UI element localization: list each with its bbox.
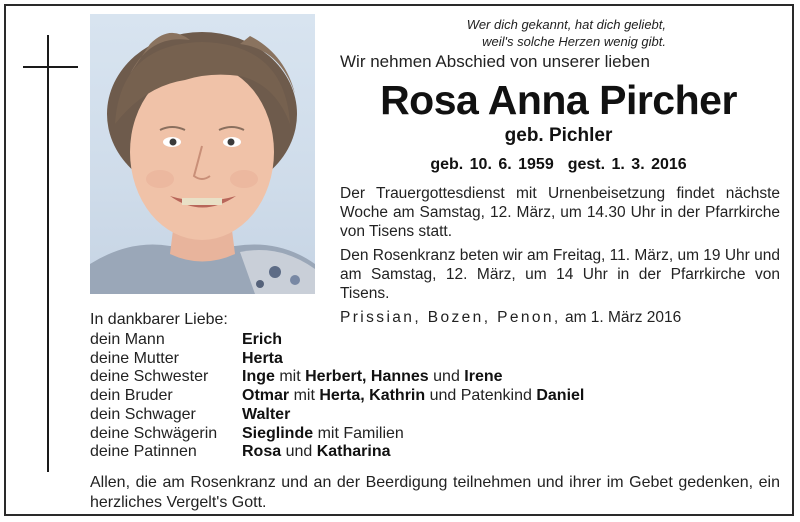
relative-names: [242, 406, 584, 425]
relation-label: dein Bruder: [90, 387, 173, 405]
relative-name: Daniel: [536, 387, 585, 405]
notice-date: am 1. März 2016: [564, 309, 682, 326]
connector-text: mit: [274, 368, 306, 386]
relation-label: deine Schwester: [90, 368, 209, 386]
relation-label: dein Schwager: [90, 405, 196, 423]
relation-label: deine Patinnen: [90, 443, 197, 461]
relation-label: dein Mann: [90, 331, 165, 348]
mourner-row: [90, 425, 584, 444]
life-dates: [336, 156, 781, 174]
rosary-text: Den Rosenkranz beten wir am Freitag, 11. März, um 19 Uhr und am Samstag, 12. März, um 14 Uhr in der Pfarrkirche von Tisens.: [340, 247, 780, 302]
relative-name: Walter: [242, 405, 291, 423]
mourners-list: [90, 331, 584, 462]
mourner-row: [90, 368, 584, 387]
maiden-name: geb. Pichler: [504, 125, 613, 146]
relative-names: [242, 368, 584, 387]
place-and-date: [340, 309, 681, 327]
relation-label: deine Schwägerin: [90, 424, 218, 442]
cross-horizontal-bar: [23, 66, 78, 68]
relation-label: deine Mutter: [90, 349, 179, 367]
connector-text: mit: [289, 387, 320, 405]
connector-text: und: [428, 368, 465, 386]
cross-vertical-bar: [47, 35, 49, 472]
gratitude-heading: In dankbarer Liebe:: [90, 311, 228, 328]
funeral-service-text: Der Trauergottesdienst mit Urnenbeisetzung findet nächste Woche am Samstag, 12. März, um 14.30 Uhr in der Pfarrkirche von Tisens statt.: [340, 185, 780, 240]
mourner-row: [90, 443, 584, 462]
portrait-photo: [90, 14, 315, 294]
relative-name: Herta: [242, 349, 283, 367]
connector-text: mit Familien: [313, 424, 404, 442]
relative-names: [242, 331, 584, 350]
relative-name: Otmar: [242, 387, 290, 405]
relative-name: Herbert, Hannes: [305, 368, 429, 386]
relative-name: Katharina: [316, 443, 391, 461]
relative-name: Herta, Kathrin: [319, 387, 426, 405]
relative-names: [242, 443, 584, 462]
relative-names: [242, 425, 584, 444]
motto-line-1: Wer dich gekannt, hat dich geliebt,: [466, 17, 666, 32]
relative-name: Rosa: [242, 443, 282, 461]
birth-date: geb. 10. 6. 1959: [430, 156, 554, 173]
deceased-name: Rosa Anna Pircher: [380, 77, 737, 123]
connector-text: und: [281, 443, 317, 461]
mourner-row: [90, 406, 584, 425]
relative-name: Inge: [242, 368, 275, 386]
place-names: Prissian, Bozen, Penon,: [340, 309, 561, 326]
mourner-row: [90, 387, 584, 406]
closing-thanks: Allen, die am Rosenkranz und an der Beerdigung teilnehmen und ihrer im Gebet gedenken, ein herzliches Vergelt's Gott.: [90, 474, 780, 511]
relative-names: [242, 387, 584, 406]
motto-line-2: weil's solche Herzen wenig gibt.: [482, 34, 666, 49]
intro-text: Wir nehmen Abschied von unserer lieben: [340, 52, 650, 71]
relative-name: Erich: [242, 331, 283, 348]
mourner-row: [90, 331, 584, 350]
portrait-illustration: [90, 14, 315, 294]
relative-name: Sieglinde: [242, 424, 314, 442]
death-date: gest. 1. 3. 2016: [567, 156, 687, 173]
mourner-row: [90, 350, 584, 369]
connector-text: und Patenkind: [425, 387, 537, 405]
relative-name: Irene: [464, 368, 503, 386]
relative-names: [242, 350, 584, 369]
motto-verse: [340, 16, 666, 50]
